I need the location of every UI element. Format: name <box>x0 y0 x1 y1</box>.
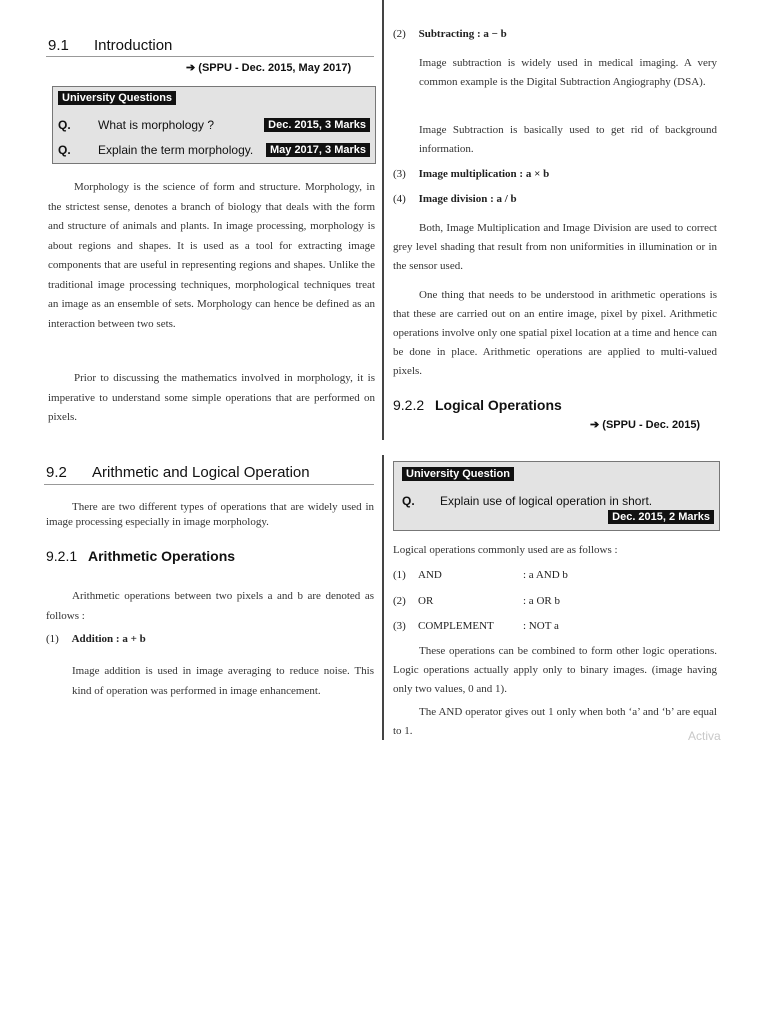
op-number: (1) <box>393 569 406 581</box>
marks-badge: Dec. 2015, 3 Marks <box>264 118 370 132</box>
section-9-2-paragraph: There are two different types of operations that are widely used in image processing especially in image morphology. <box>46 501 374 528</box>
question-text: Explain use of logical operation in short. <box>440 494 653 508</box>
op-number: (2) <box>393 595 406 607</box>
logic-paragraph-2: The AND operator gives out 1 only when both ‘a’ and ‘b’ are equal to 1. <box>393 706 717 737</box>
heading-rule <box>44 484 374 485</box>
section-9-2-heading <box>46 464 310 481</box>
intro-paragraph-2: Prior to discussing the mathematics involved in morphology, it is imperative to understand some simple operations that are performed on pixels. <box>48 372 375 423</box>
op-name: COMPLEMENT <box>418 620 494 632</box>
logical-intro: Logical operations commonly used are as follows : <box>393 544 618 556</box>
section-title: Introduction <box>94 37 173 54</box>
subtracting-item <box>393 28 507 40</box>
section-number: 9.2 <box>46 464 67 481</box>
addition-paragraph: Image addition is used in image averaging to reduce noise. This kind of operation was performed in image enhancement. <box>72 665 374 697</box>
box-title: University Questions <box>58 91 176 105</box>
subtraction-paragraph-1: Image subtraction is widely used in medical imaging. A very common example is the Digital Subtraction Angiography (DSA). <box>419 57 717 88</box>
q-label: Q. <box>58 118 71 132</box>
sppu-reference: ➔ (SPPU - Dec. 2015, May 2017) <box>186 62 352 74</box>
section-number: 9.1 <box>48 37 69 54</box>
section-9-2-1-heading <box>46 548 235 564</box>
arithmetic-paragraph: Arithmetic operations between two pixels a and b are denoted as follows : <box>46 590 374 622</box>
logical-op-complement <box>393 620 717 632</box>
section-title: Arithmetic Operations <box>88 548 236 564</box>
section-title: Arithmetic and Logical Operation <box>92 464 310 481</box>
item-number: (1) <box>46 633 59 645</box>
section-title: Logical Operations <box>435 397 562 413</box>
item-number: (4) <box>393 193 406 205</box>
item-label: Image division : a / b <box>418 193 517 205</box>
logical-op-or <box>393 595 717 607</box>
activation-watermark: Activa <box>688 729 721 743</box>
op-expression: : NOT a <box>523 620 559 632</box>
question-text: Explain the term morphology. <box>98 143 254 157</box>
university-questions-box <box>52 86 376 164</box>
arrow-icon: ➔ <box>186 62 196 74</box>
arithmetic-note-paragraph: One thing that needs to be understood in arithmetic operations is that these are carried out on an entire image, pixel by pixel. Arithmetic operations involve only one spatial pixel location at a time and hence can be done in place. Arithmetic operations are applied to multi-valued pixels. <box>393 289 717 377</box>
section-9-1-heading <box>48 37 172 54</box>
university-question-box <box>393 461 720 531</box>
question-row <box>58 143 254 157</box>
item-number: (2) <box>393 28 406 40</box>
question-text: What is morphology ? <box>98 118 215 132</box>
column-divider-upper <box>382 0 384 440</box>
marks-badge: Dec. 2015, 2 Marks <box>608 510 714 524</box>
op-name: AND <box>418 569 442 581</box>
item-label: Subtracting : a − b <box>418 28 507 40</box>
item-label: Addition : a + b <box>71 633 146 645</box>
marks-badge: May 2017, 3 Marks <box>266 143 370 157</box>
section-number: 9.2.1 <box>46 548 78 564</box>
op-number: (3) <box>393 620 406 632</box>
arrow-icon: ➔ <box>590 419 600 431</box>
mult-div-paragraph: Both, Image Multiplication and Image Division are used to correct grey level shading that result from non uniformities in illumination or in the sensor used. <box>393 222 717 272</box>
section-number: 9.2.2 <box>393 397 425 413</box>
op-expression: : a OR b <box>523 595 560 607</box>
item-label: Image multiplication : a × b <box>418 168 550 180</box>
question-row <box>402 494 653 508</box>
logical-op-and <box>393 569 717 581</box>
op-name: OR <box>418 595 434 607</box>
logic-paragraph-1: These operations can be combined to form other logic operations. Logic operations actually apply only to binary images. (image having only two values, 0 and 1). <box>393 645 717 695</box>
q-label: Q. <box>58 143 71 157</box>
q-label: Q. <box>402 494 415 508</box>
question-row <box>58 118 215 132</box>
multiplication-item <box>393 168 549 180</box>
column-divider-lower <box>382 455 384 740</box>
sppu-reference: ➔ (SPPU - Dec. 2015) <box>590 419 701 431</box>
op-expression: : a AND b <box>523 569 568 581</box>
heading-rule <box>46 56 374 57</box>
item-number: (3) <box>393 168 406 180</box>
box-title: University Question <box>402 467 514 481</box>
intro-paragraph-1: Morphology is the science of form and structure. Morphology, in the strictest sense, denotes a branch of biology that deals with the form and structure of animals and plants. In image processing, morphology is about regions and shapes. It is used as a tool for extracting image components that are useful in representing regions and shapes. Unlike the traditional image processing techniques, morphological techniques treat an image as an ensemble of sets. Morphology can hence be defined as an interaction between two sets. <box>48 181 375 330</box>
addition-item <box>46 633 146 645</box>
subtraction-paragraph-2: Image Subtraction is basically used to get rid of background information. <box>419 124 717 155</box>
division-item <box>393 193 517 205</box>
section-9-2-2-heading <box>393 397 562 413</box>
